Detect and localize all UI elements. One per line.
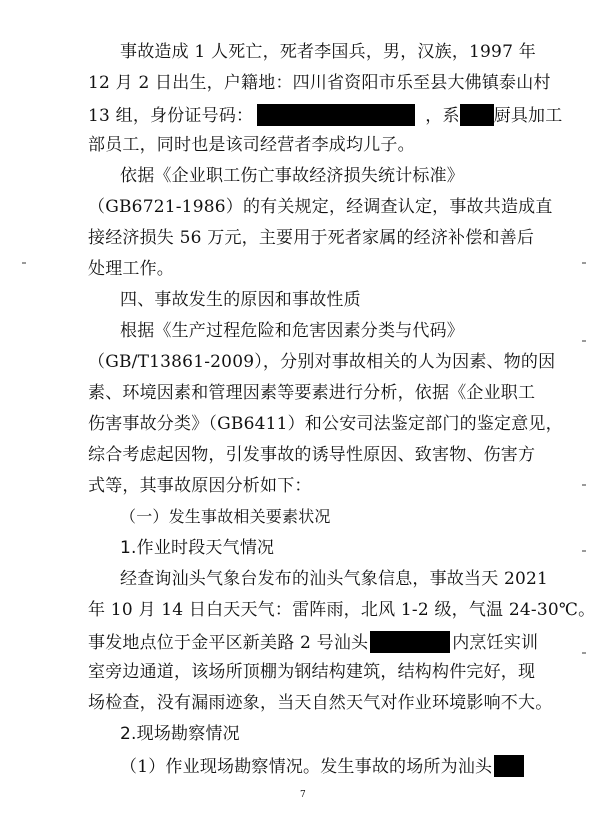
paragraph-line: 式等，其事故原因分析如下： bbox=[88, 476, 312, 496]
paragraph-line: 室旁边通道，该场所顶棚为钢结构建筑，结构构件完好，现 bbox=[88, 662, 536, 682]
text-segment: （1）作业现场勘察情况。发生事故的场所为汕头 bbox=[120, 757, 493, 777]
scan-speck bbox=[582, 484, 586, 486]
paragraph-line: （GB6721-1986）的有关规定，经调查认定，事故共造成直 bbox=[88, 197, 553, 217]
section-heading: 四、事故发生的原因和事故性质 bbox=[120, 290, 361, 310]
page-number: 7 bbox=[300, 790, 306, 800]
scan-speck bbox=[22, 262, 26, 264]
paragraph-line: 素、环境因素和管理因素等要素进行分析，依据《企业职工 bbox=[88, 383, 536, 403]
redaction-block bbox=[460, 104, 494, 126]
text-segment: 内烹饪实训 bbox=[452, 633, 539, 653]
redaction-block bbox=[494, 755, 524, 777]
text-segment: ，系 bbox=[425, 106, 460, 126]
subsection-heading: （一）发生事故相关要素状况 bbox=[120, 507, 331, 526]
paragraph-line: 根据《生产过程危险和危害因素分类与代码》 bbox=[120, 321, 464, 341]
paragraph-line: 年 10 月 14 日白天天气：雷阵雨，北风 1-2 级，气温 24-30℃。 bbox=[88, 600, 596, 620]
paragraph-line: 接经济损失 56 万元，主要用于死者家属的经济补偿和善后 bbox=[88, 228, 535, 248]
paragraph-line: 综合考虑起因物，引发事故的诱导性原因、致害物、伤害方 bbox=[88, 445, 536, 465]
scan-speck bbox=[582, 550, 586, 552]
redaction-block bbox=[370, 631, 450, 653]
paragraph-line: 事故造成 1 人死亡，死者李国兵，男，汉族，1997 年 bbox=[120, 42, 536, 62]
paragraph-line: 依据《企业职工伤亡事故经济损失统计标准》 bbox=[120, 166, 464, 186]
text-segment: 13 组，身份证号码： bbox=[88, 106, 254, 126]
paragraph-line bbox=[88, 631, 538, 653]
paragraph-line: 处理工作。 bbox=[88, 259, 174, 279]
subsection-heading: 2.现场勘察情况 bbox=[120, 724, 240, 744]
paragraph-line: （GB/T13861-2009），分别对事故相关的人为因素、物的因 bbox=[88, 352, 556, 372]
scan-speck bbox=[582, 262, 586, 264]
scan-speck bbox=[582, 652, 586, 654]
paragraph-line: 伤害事故分类》（GB6411）和公安司法鉴定部门的鉴定意见， bbox=[88, 414, 563, 434]
paragraph-line bbox=[120, 755, 524, 777]
paragraph-line: 经查询汕头气象台发布的汕头气象信息，事故当天 2021 bbox=[120, 569, 549, 589]
paragraph-line: 部员工，同时也是该司经营者李成均儿子。 bbox=[88, 135, 415, 155]
subsection-heading: 1.作业时段天气情况 bbox=[120, 538, 275, 558]
redaction-block bbox=[257, 104, 415, 126]
paragraph-line: 12 月 2 日出生，户籍地：四川省资阳市乐至县大佛镇泰山村 bbox=[88, 73, 551, 93]
text-segment: 事发地点位于金平区新美路 2 号汕头 bbox=[88, 633, 369, 653]
text-segment: 厨具加工 bbox=[493, 106, 563, 126]
scan-speck bbox=[582, 340, 586, 342]
paragraph-line bbox=[88, 104, 562, 126]
paragraph-line: 场检查，没有漏雨迹象，当天自然天气对作业环境影响不大。 bbox=[88, 693, 553, 713]
